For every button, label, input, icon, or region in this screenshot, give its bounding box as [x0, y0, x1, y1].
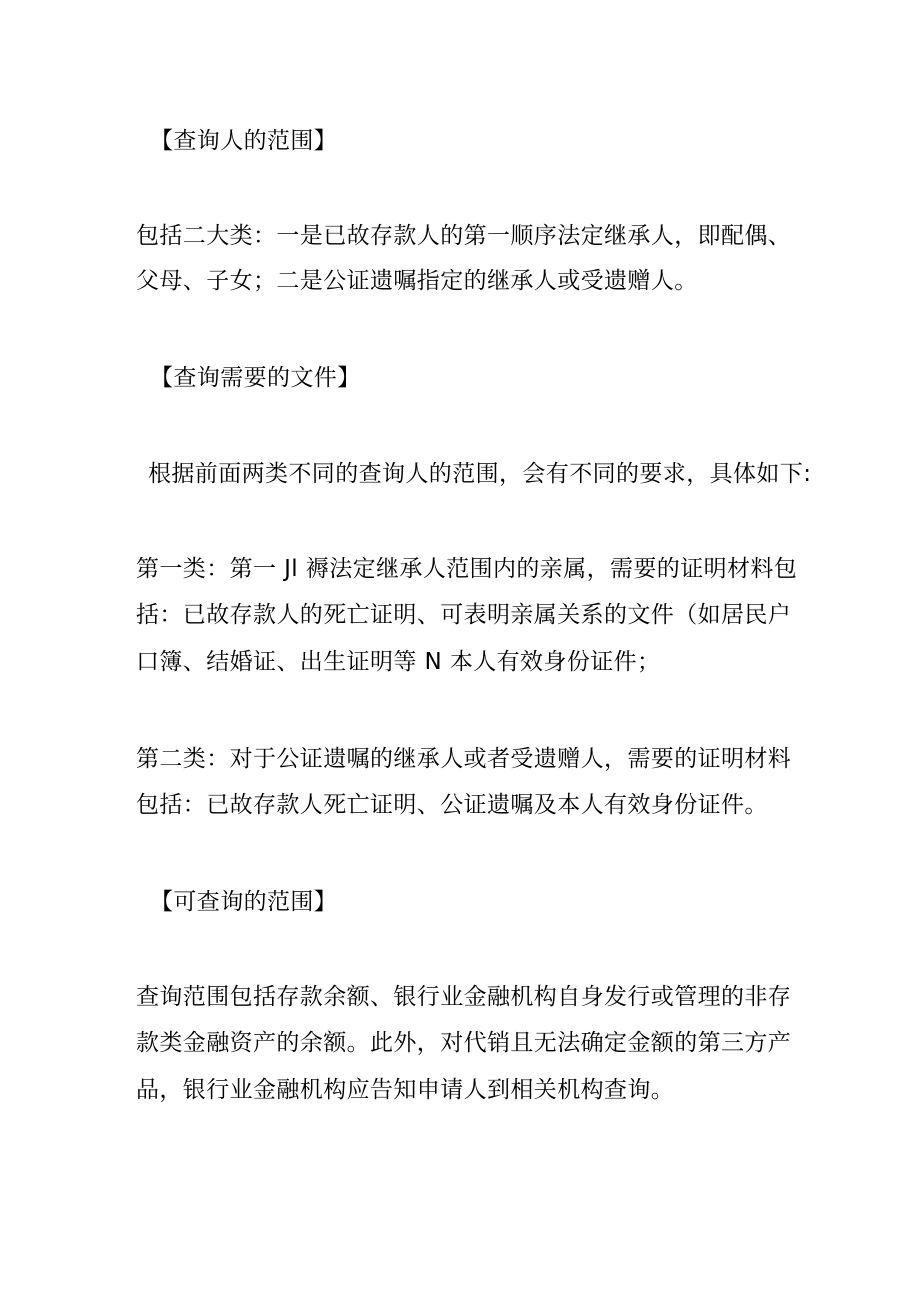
paragraph-line: 第一类：第一 Jl 褥法定继承人范围内的亲属，需要的证明材料包 [136, 556, 798, 582]
paragraph-line: 查询范围包括存款余额、银行业金融机构自身发行或管理的非存 [136, 984, 792, 1010]
paragraph-line: 包括：已故存款人死亡证明、公证遗嘱及本人有效身份证件。 [136, 792, 768, 818]
paragraph-line: 括：已故存款人的死亡证明、可表明亲属关系的文件（如居民户 [136, 602, 792, 628]
paragraph-line: 第二类：对于公证遗嘱的继承人或者受遗赠人，需要的证明材料 [136, 746, 792, 772]
section-heading-query-scope: 【可查询的范围】 [150, 889, 338, 915]
section-heading-required-documents: 【查询需要的文件】 [150, 365, 361, 391]
paragraph-line: 根据前面两类不同的查询人的范围，会有不同的要求，具体如下: [148, 461, 812, 487]
paragraph-line: 父母、子女；二是公证遗嘱指定的继承人或受遗赠人。 [136, 268, 698, 294]
paragraph-line: 口簿、结婚证、出生证明等 N 本人有效身份证件； [136, 649, 661, 675]
paragraph-line: 品，银行业金融机构应告知申请人到相关机构查询。 [136, 1077, 675, 1103]
paragraph-line: 款类金融资产的余额。此外，对代销且无法确定金额的第三方产 [136, 1030, 792, 1056]
section-heading-inquirer-scope: 【查询人的范围】 [150, 128, 338, 154]
paragraph-line: 包括二大类：一是已故存款人的第一顺序法定继承人，即配偶、 [136, 223, 792, 249]
